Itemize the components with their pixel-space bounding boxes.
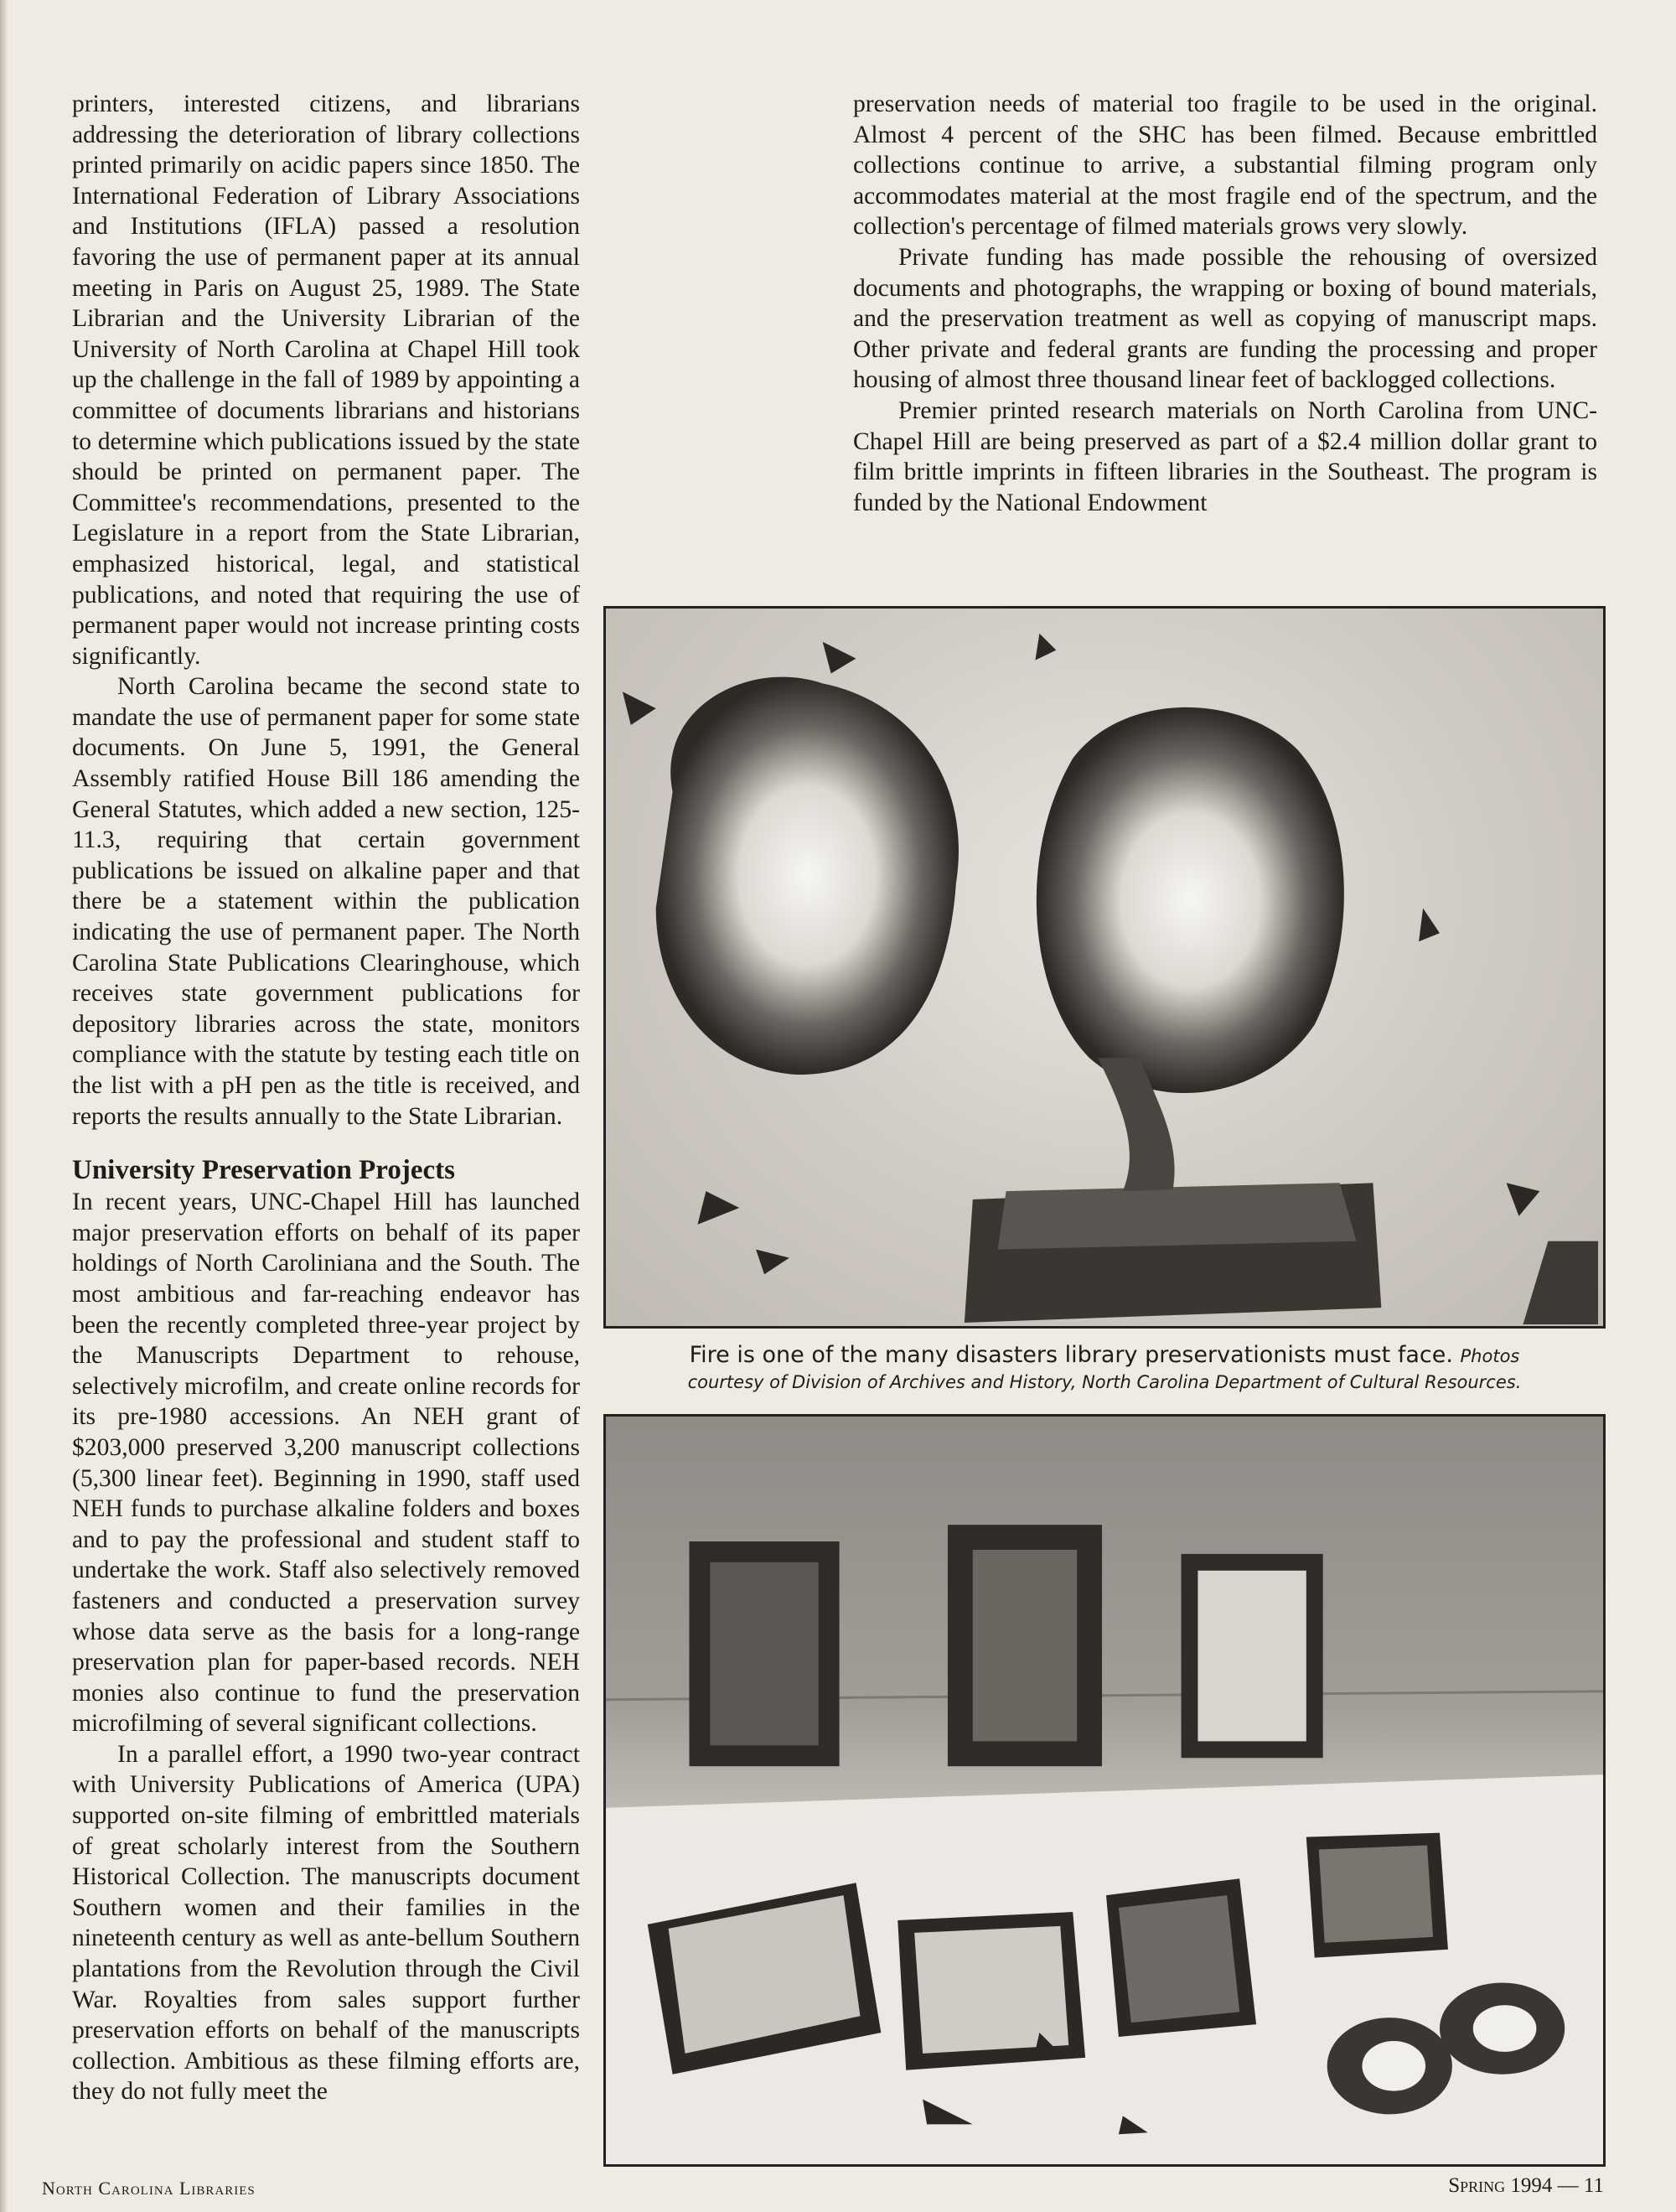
paragraph: North Carolina became the second state to mandate the use of permanent paper for some state documents. On June 5, 1991, the General Assembly ratified House Bill 186 amending the General Statutes, which added a new section, 125-11.3, requiring that certain government publications be issued on alkaline paper and that there be a statement within the publication indicating the use of permanent paper. The North Carolina State Publications Clearinghouse, which receives state government publications for depository libraries across the state, monitors compliance with the statute by testing each title on the list with a pH pen as the title is received, and reports the results annually to the State Librarian. [72, 673, 580, 1130]
damaged-books-illustration [606, 1417, 1603, 2164]
right-column [853, 89, 1597, 518]
paragraph: Private funding has made possible the rehousing of oversized documents and photographs, the wrapping or boxing of bound materials, and the preservation treatment as well as copying of manuscript maps. Other private and federal grants are funding the processing and proper housing of almost three thousand linear feet of backlogged collections. [853, 243, 1597, 394]
burned-books-illustration [606, 609, 1603, 1326]
paragraph: In recent years, UNC-Chapel Hill has launched major preservation efforts on behalf of its paper holdings of North Caroliniana and the South. The most ambitious and far-reaching endeavor has been the recently completed three-year project by the Manuscripts Department to rehouse, selectively microfilm, and create online records for its pre-1980 accessions. An NEH grant of $203,000 preserved 3,200 manuscript collections (5,300 linear feet). Beginning in 1990, staff used NEH funds to purchase alkaline folders and boxes and to pay the professional and student staff to undertake the work. Staff also selectively removed fasteners and conducted a preservation survey whose data serve as the basis for a long-range preservation plan for paper-based records. NEH monies also continue to fund the preservation microfilming of several significant collections. [72, 1189, 580, 1738]
page-edge-shadow [0, 0, 8, 2212]
caption-line-1 [603, 1341, 1606, 1370]
left-column [72, 89, 580, 2107]
paragraph: Premier printed research materials on North Carolina from UNC-Chapel Hill are being preserved as part of a $2.4 million dollar grant to film brittle imprints in fifteen libraries in the Southeast. The program is funded by the National Endowment [853, 396, 1597, 516]
section-heading: University Preservation Projects [72, 1155, 455, 1186]
caption-credit-start: Photos [1460, 1346, 1520, 1366]
paragraph: preservation needs of material too fragile to be used in the original. Almost 4 percent of the SHC has been filmed. Because embrittled collections continue to arrive, a substantial filming program only accommodates material at the most fragile end of the spectrum, and the collection's percentage of filmed materials grows very slowly. [853, 91, 1597, 241]
issue-page-number: Spring 1994 — 11 [1448, 2174, 1604, 2197]
paragraph: In a parallel effort, a 1990 two-year contract with University Publications of America (UPA) supported on-site filming of embrittled materials of great scholarly interest from the Southern Historical Collection. The manuscripts document Southern women and their families in the nineteenth century as well as ante-bellum Southern plantations from the Revolution through the Civil War. Royalties from sales support further preservation efforts on behalf of the manuscripts collection. Ambitious as these filming efforts are, they do not fully meet the [72, 1740, 580, 2106]
publication-name: North Carolina Libraries [42, 2178, 256, 2199]
paragraph: printers, interested citizens, and librarians addressing the deterioration of library collections printed primarily on acidic papers since 1850. The International Federation of Library Associations and Institutions (IFLA) passed a resolution favoring the use of permanent paper at its annual meeting in Paris on August 25, 1989. The State Librarian and the University Librarian of the University of North Carolina at Chapel Hill took up the challenge in the fall of 1989 by appointing a committee of documents librarians and historians to determine which publications issued by the state should be printed on permanent paper. The Committee's recommendations, presented to the Legislature in a report from the State Librarian, emphasized historical, legal, and statistical publications, and noted that requiring the use of permanent paper would not increase printing costs significantly. [72, 91, 580, 670]
damaged-books-table-photo [603, 1414, 1606, 2167]
figure-caption [603, 1341, 1606, 1395]
caption-main-text: Fire is one of the many disasters library preservationists must face. [689, 1342, 1453, 1368]
burned-books-photo [603, 606, 1606, 1329]
caption-credit: courtesy of Division of Archives and History, North Carolina Department of Cultural Resources. [687, 1372, 1522, 1392]
